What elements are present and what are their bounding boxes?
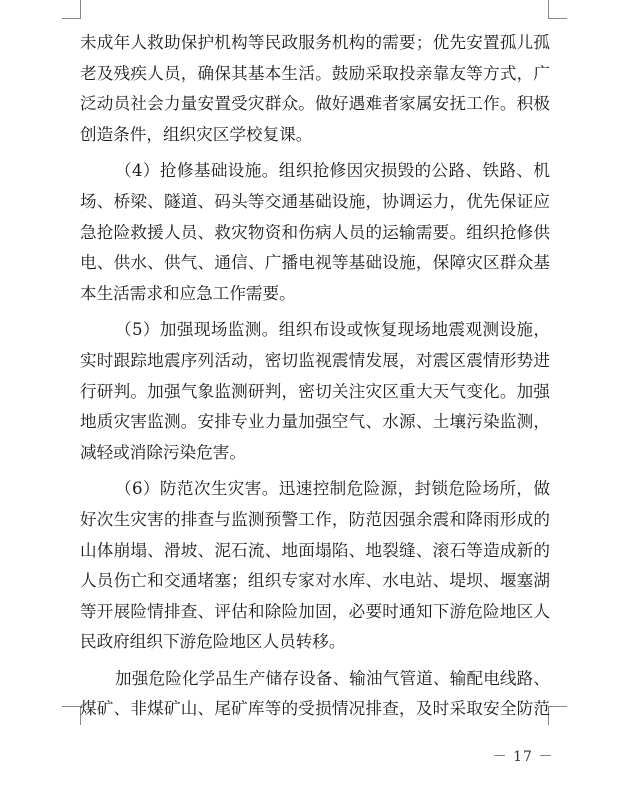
text-line: 减轻或消除污染危害。: [80, 442, 246, 462]
paragraph-repair-infrastructure: [80, 156, 550, 309]
paragraph-hazardous-facilities: [80, 664, 550, 725]
text-line: 人员伤亡和交通堵塞；组织专家对水库、水电站、堤坝、堰塞湖: [80, 571, 550, 591]
text-line: 创造条件，组织灾区学校复课。: [80, 124, 313, 144]
text-line: 泛动员社会力量安置受灾群众。做好遇难者家属安抚工作。积极: [80, 94, 550, 114]
page-number: － 17 －: [492, 749, 554, 765]
text-line: 好次生灾害的排查与监测预警工作，防范因强余震和降雨形成的: [80, 509, 550, 529]
crop-mark-top-left: [62, 0, 81, 19]
paragraph-continuation: [80, 28, 550, 150]
text-line: （6）防范次生灾害。迅速控制危险源，封锁危险场所，做: [115, 479, 550, 499]
crop-mark-bottom-right: [548, 706, 567, 725]
text-line: 行研判。加强气象监测研判，密切关注灾区重大天气变化。加强: [80, 381, 550, 401]
text-line: 地质灾害监测。安排专业力量加强空气、水源、土壤污染监测，: [80, 412, 550, 432]
text-line: 场、桥梁、隧道、码头等交通基础设施，协调运力，优先保证应: [80, 191, 550, 211]
text-line: 老及残疾人员，确保其基本生活。鼓励采取投亲靠友等方式，广: [80, 63, 550, 83]
text-line: 等开展险情排查、评估和除险加固，必要时通知下游危险地区人: [80, 601, 550, 621]
crop-mark-bottom-left: [62, 706, 81, 725]
text-line: 未成年人救助保护机构等民政服务机构的需要；优先安置孤儿孤: [80, 33, 550, 52]
paragraph-secondary-disasters: [80, 474, 550, 658]
text-line: 电、供水、供气、通信、广播电视等基础设施，保障灾区群众基: [80, 253, 550, 273]
document-body: [80, 28, 550, 725]
text-line: 急抢险救援人员、救灾物资和伤病人员的运输需要。组织抢修供: [80, 222, 550, 242]
text-line: 民政府组织下游危险地区人员转移。: [80, 632, 346, 652]
text-line: （4）抢修基础设施。组织抢修因灾损毁的公路、铁路、机: [115, 161, 550, 181]
text-line: 本生活需求和应急工作需要。: [80, 283, 296, 303]
paragraph-site-monitoring: [80, 315, 550, 468]
text-line: 实时跟踪地震序列活动，密切监视震情发展，对震区震情形势进: [80, 350, 550, 370]
crop-mark-top-right: [548, 0, 567, 19]
text-line: 山体崩塌、滑坡、泥石流、地面塌陷、地裂缝、滚石等造成新的: [80, 540, 550, 560]
text-line: 加强危险化学品生产储存设备、输油气管道、输配电线路、: [115, 668, 550, 688]
text-line: （5）加强现场监测。组织布设或恢复现场地震观测设施，: [115, 320, 550, 340]
text-line: 煤矿、非煤矿山、尾矿库等的受损情况排查，及时采取安全防范: [80, 699, 550, 719]
